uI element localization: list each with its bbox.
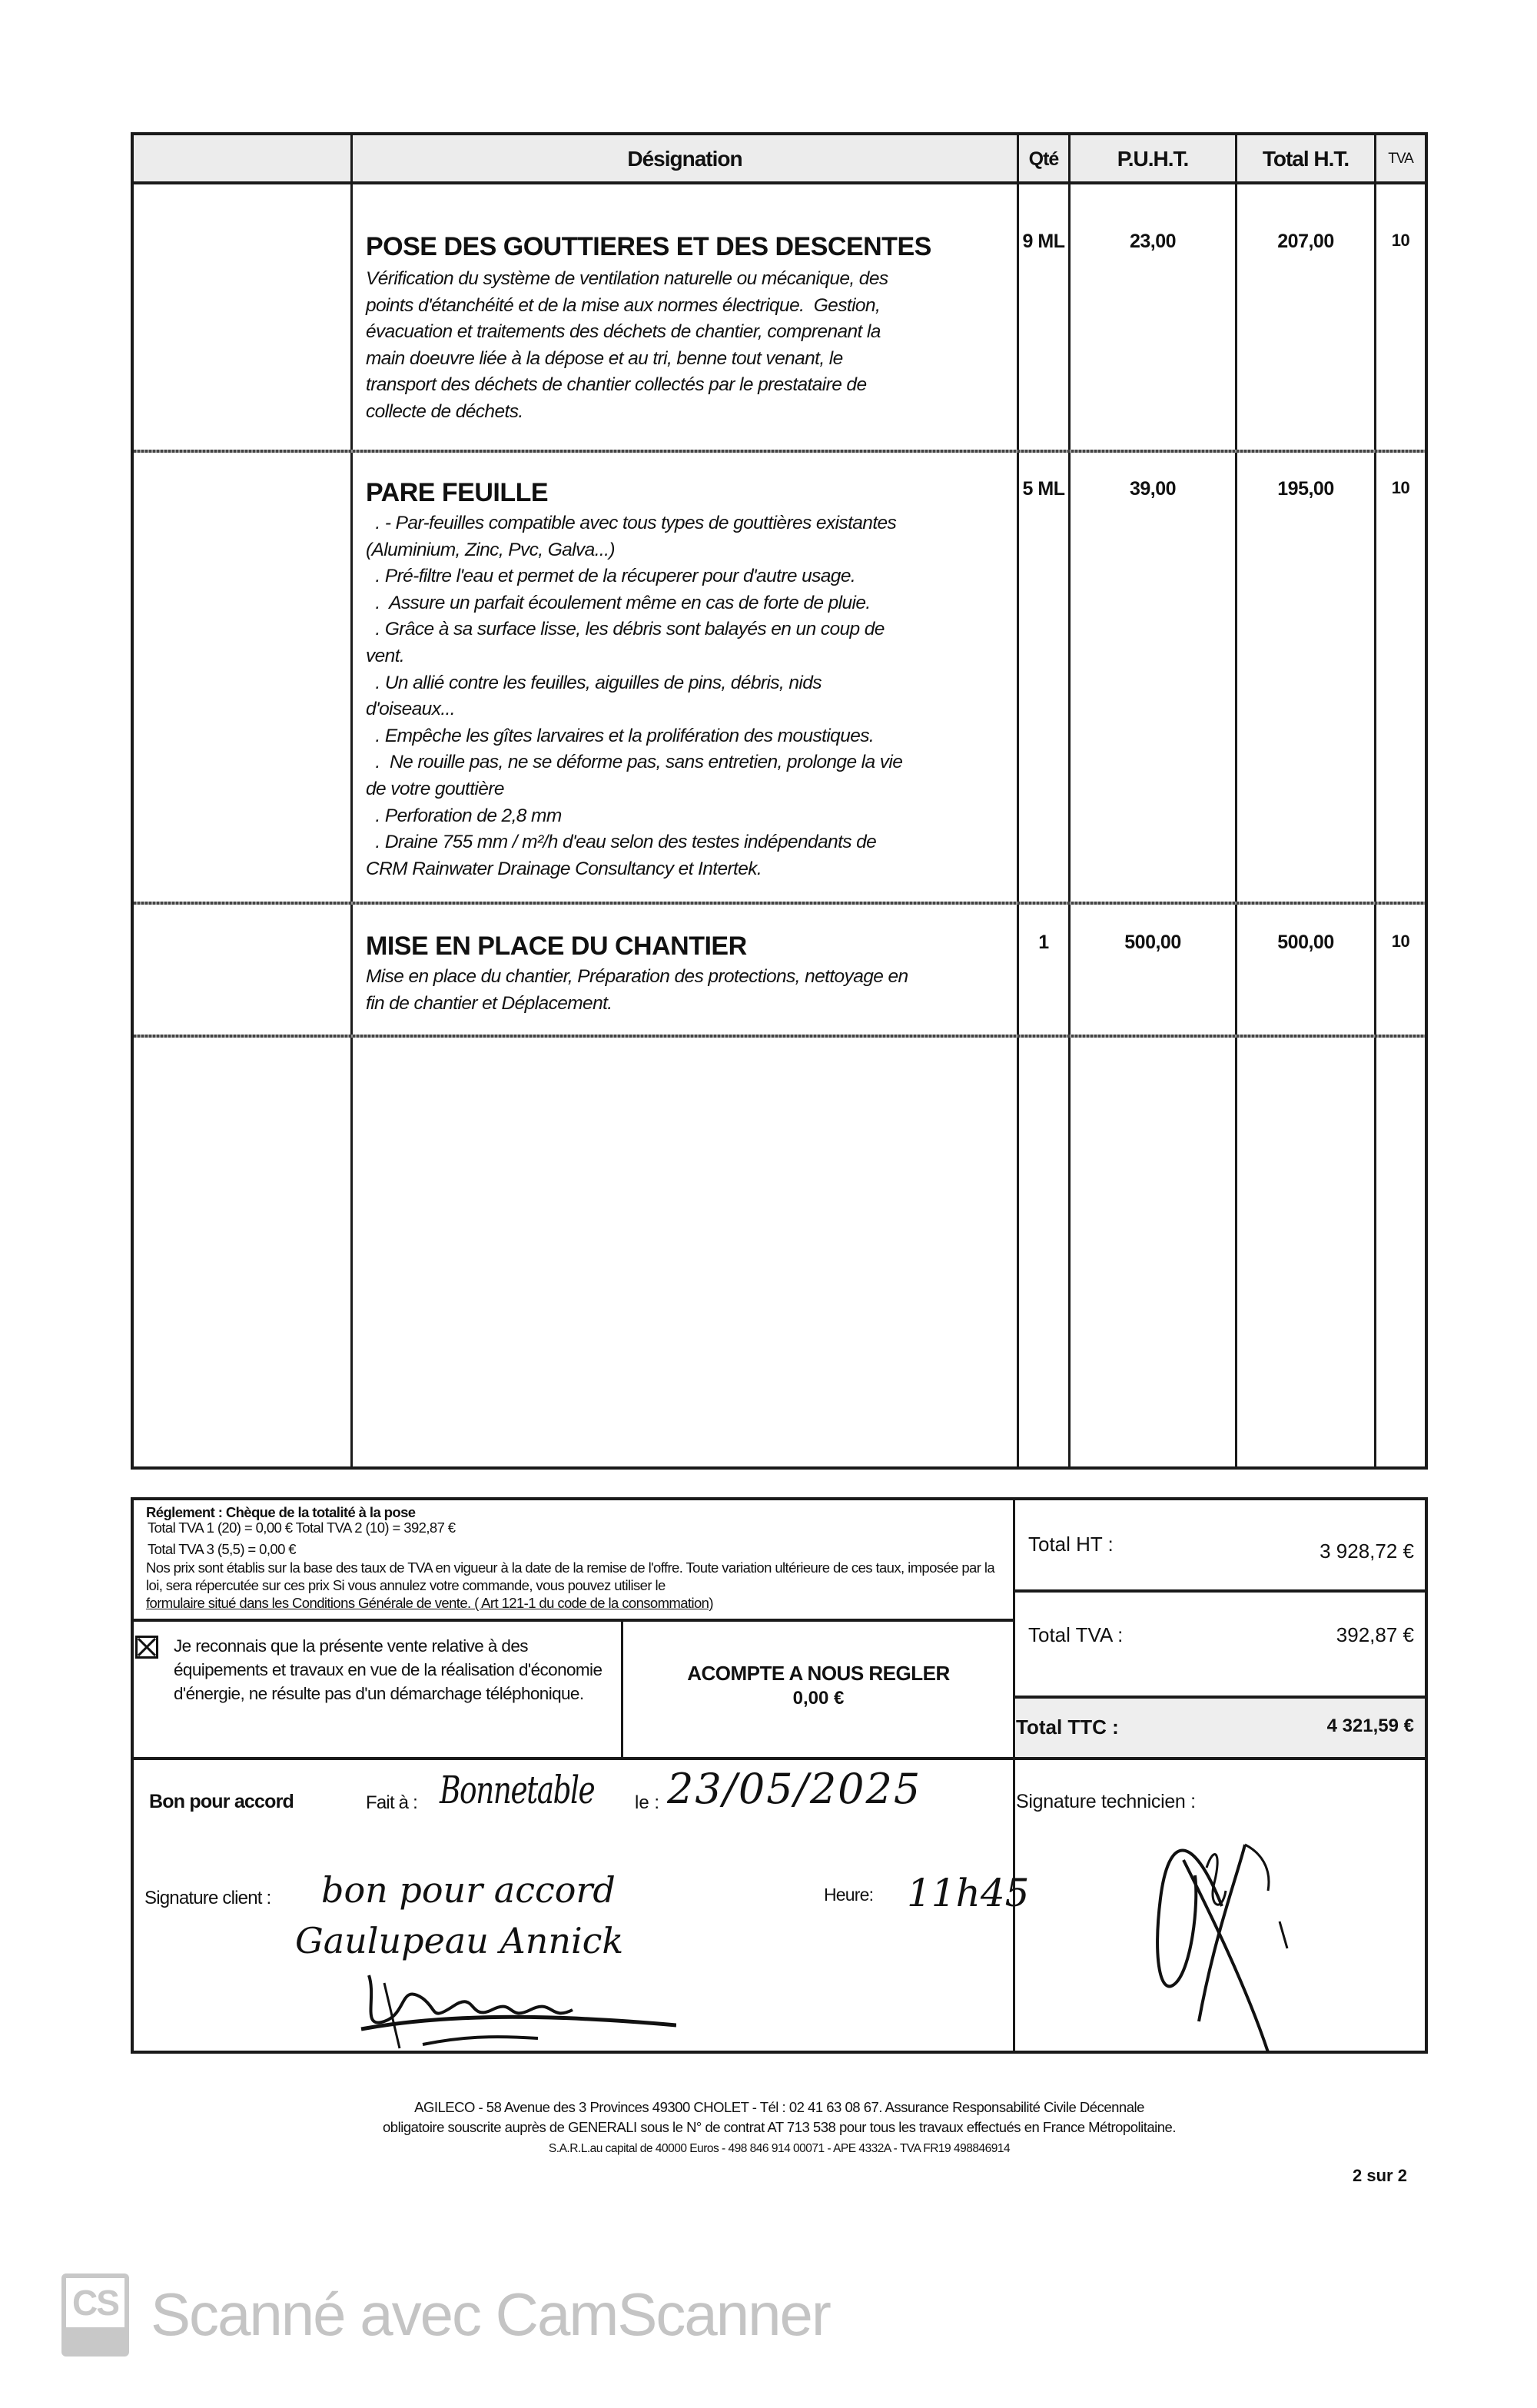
row-description: Mise en place du chantier, Préparation des protections, nettoyage en fin de chantier et Déplacement. — [366, 966, 908, 1014]
row-divider — [134, 450, 1425, 453]
acknowledgement-text: Je reconnais que la présente vente relative à des équipements et travaux en vue de la réalisation d'économie d'énergie, ne résulte pas d'un démarchage téléphonique. — [174, 1636, 603, 1703]
client-handwriting-name: Gaulupeau Annick — [295, 1920, 624, 1961]
row-qty: 9 ML — [1022, 231, 1065, 252]
row-unit-price: 39,00 — [1129, 478, 1177, 500]
row-total: 500,00 — [1277, 932, 1334, 953]
header-tva: TVA — [1388, 151, 1413, 167]
column-divider — [1017, 132, 1019, 1470]
summary-divider — [1013, 1497, 1015, 1759]
camscanner-logo-icon — [61, 2273, 129, 2357]
row-title: MISE EN PLACE DU CHANTIER — [366, 932, 747, 961]
row-total: 207,00 — [1277, 231, 1334, 252]
row-qty: 5 ML — [1022, 478, 1065, 500]
row-qty: 1 — [1038, 932, 1049, 953]
column-divider — [350, 132, 353, 1470]
fait-a-handwritten: Bonnetable — [440, 1768, 595, 1812]
row-tva: 10 — [1391, 231, 1410, 250]
deposit-value: 0,00 € — [792, 1688, 845, 1709]
date-handwritten: 23/05/2025 — [667, 1765, 922, 1813]
total-tva-label: Total TVA : — [1028, 1623, 1124, 1646]
client-handwriting-approval: bon pour accord — [321, 1869, 616, 1911]
row-title: PARE FEUILLE — [366, 478, 549, 507]
conditions-link[interactable]: formulaire situé dans les Conditions Générale de vente. ( Art 121-1 du code de la consommation) — [146, 1595, 713, 1611]
total-ht-label: Total HT : — [1028, 1533, 1114, 1556]
total-ttc-label: Total TTC : — [1016, 1715, 1119, 1739]
row-total: 195,00 — [1277, 478, 1334, 500]
tva-breakdown-2: Total TVA 3 (5,5) = 0,00 € — [148, 1541, 296, 1557]
column-divider — [1068, 132, 1071, 1470]
row-divider — [134, 902, 1425, 905]
heure-label: Heure: — [824, 1885, 874, 1905]
total-ht-value: 3 928,72 € — [1320, 1539, 1414, 1563]
row-title: POSE DES GOUTTIERES ET DES DESCENTES — [366, 232, 931, 261]
total-ttc-value: 4 321,59 € — [1326, 1715, 1414, 1736]
header-qty: Qté — [1028, 148, 1059, 170]
company-info-line3: S.A.R.L.au capital de 40000 Euros - 498 846 914 00071 - APE 4332A - TVA FR19 498846914 — [548, 2142, 1011, 2155]
page-number: 2 sur 2 — [1353, 2166, 1407, 2185]
row-tva: 10 — [1391, 932, 1410, 951]
checkbox-cross-icon — [138, 1638, 156, 1656]
tva-breakdown-1: Total TVA 1 (20) = 0,00 € Total TVA 2 (10) = 392,87 € — [148, 1520, 456, 1536]
total-tva-value: 392,87 € — [1336, 1623, 1414, 1646]
deposit-label: ACOMPTE A NOUS REGLER — [687, 1662, 950, 1685]
client-signature-label: Signature client : — [144, 1888, 271, 1908]
technician-signature-scribble — [1137, 1814, 1306, 2052]
row-description: Vérification du système de ventilation naturelle ou mécanique, des points d'étanchéité et de la mise aux normes électrique. Gestion, évacuation et traitements des déchets de chantier, comprenant la main doeuvre liée à la dépose et au tri, benne tout venant, le transport des déchets de chantier collectés par le prestataire de collecte de déchets. — [366, 268, 888, 422]
camscanner-watermark: Scanné avec CamScanner — [151, 2280, 830, 2348]
column-divider — [1374, 132, 1376, 1470]
row-divider — [134, 1035, 1425, 1038]
bon-pour-accord-label: Bon pour accord — [149, 1791, 294, 1812]
acknowledgement-checkbox[interactable] — [135, 1636, 158, 1659]
tva-notice: Nos prix sont établis sur la base des taux de TVA en vigueur à la date de la remise de l'offre. Toute variation ultérieure de ces taux, imposée par la loi, sera répercutée sur ces prix Si vous annulez votre commande, vous pouvez utiliser le — [146, 1559, 995, 1593]
row-unit-price: 500,00 — [1124, 932, 1181, 953]
payment-method: Réglement : Chèque de la totalité à la pose — [146, 1504, 416, 1520]
signature-top-divider — [131, 1757, 1428, 1760]
totals-divider — [1014, 1589, 1428, 1593]
row-description: . - Par-feuilles compatible avec tous types de gouttières existantes (Aluminium, Zinc, Pvc, Galva...) . Pré-filtre l'eau et permet de la récuperer pour d'autre usage. . Assure un parfait écoulement même en cas de forte de pluie. . Grâce à sa surface lisse, les débris sont balayés en un coup de vent. . Un allié contre les feuilles, aiguilles de pins, débris, nids d'oiseaux... . Empêche les gîtes larvaires et la prolifération des moustiques. . Ne rouille pas, ne se déforme pas, sans entretien, prolonge la vie de votre gouttière . Perforation de 2,8 mm . Draine 755 mm / m²/h d'eau selon des testes indépendants de CRM Rainwater Drainage Consultancy et Intertek. — [366, 513, 903, 879]
header-unit-price: P.U.H.T. — [1117, 147, 1189, 171]
header-designation: Désignation — [627, 147, 742, 171]
camscanner-logo-text: CS — [66, 2278, 124, 2327]
fait-a-label: Fait à : — [366, 1792, 417, 1813]
technician-signature-label: Signature technicien : — [1016, 1791, 1196, 1812]
heure-handwritten: 11h45 — [907, 1871, 1030, 1915]
company-info-line1: AGILECO - 58 Avenue des 3 Provinces 49300 CHOLET - Tél : 02 41 63 08 67. Assurance Responsabilité Civile Décennale — [414, 2099, 1144, 2115]
payment-divider — [131, 1619, 1014, 1622]
client-signature-scribble — [354, 1968, 676, 2052]
row-unit-price: 23,00 — [1129, 231, 1177, 252]
date-label: le : — [635, 1792, 660, 1813]
column-divider — [1235, 132, 1237, 1470]
deposit-divider — [621, 1620, 623, 1759]
header-total-ht: Total H.T. — [1262, 147, 1349, 171]
row-tva: 10 — [1391, 478, 1410, 497]
company-info-line2: obligatoire souscrite auprès de GENERALI sous le N° de contrat AT 713 538 pour tous les travaux effectués en France Métropolitaine. — [383, 2119, 1176, 2135]
